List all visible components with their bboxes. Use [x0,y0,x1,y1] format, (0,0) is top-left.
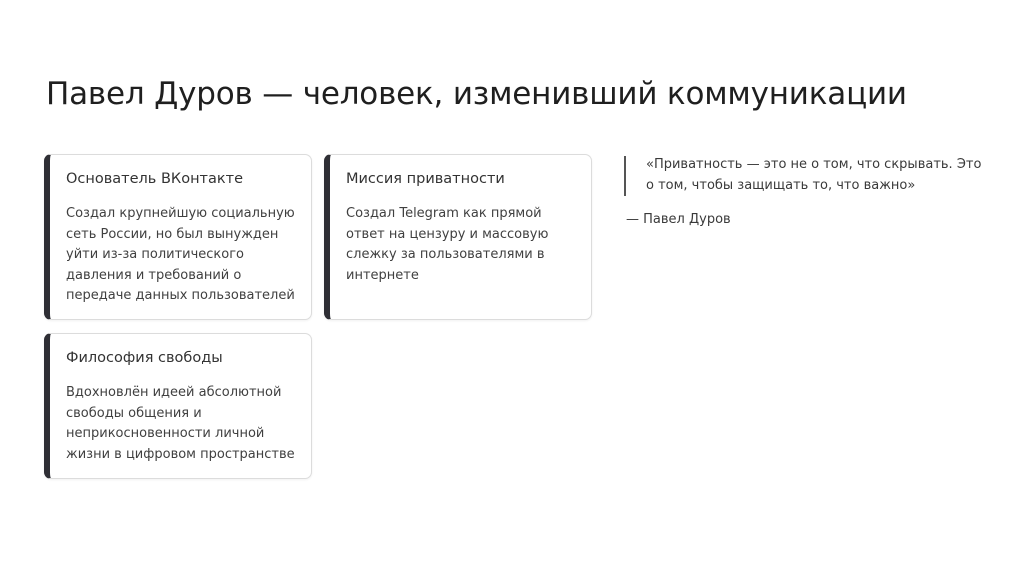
card-text: Создал крупнейшую социальную сеть России, но был вынужден уйти из-за политического давления и требований о передаче данных пользователей [66,206,295,303]
card-text: Вдохновлён идеей абсолютной свободы общения и неприкосновенности личной жизни в цифровом пространстве [66,385,295,462]
card-vkontakte-founder [44,154,312,320]
slide-title: Павел Дуров — человек, изменивший коммуникации [46,76,907,112]
card-title: Миссия приватности [346,171,505,187]
quote-bar [624,156,626,196]
card-title: Основатель ВКонтакте [66,171,244,187]
card-freedom-philosophy [44,333,312,479]
card-text: Создал Telegram как прямой ответ на цензуру и массовую слежку за пользователями в интернете [346,206,549,283]
quote-text: «Приватность — это не о том, что скрывать. Это о том, чтобы защищать то, что важно» [646,157,982,193]
card-privacy-mission [324,154,592,320]
quote-author: — Павел Дуров [626,212,731,227]
quote-block [624,154,984,227]
card-title: Философия свободы [66,350,223,366]
